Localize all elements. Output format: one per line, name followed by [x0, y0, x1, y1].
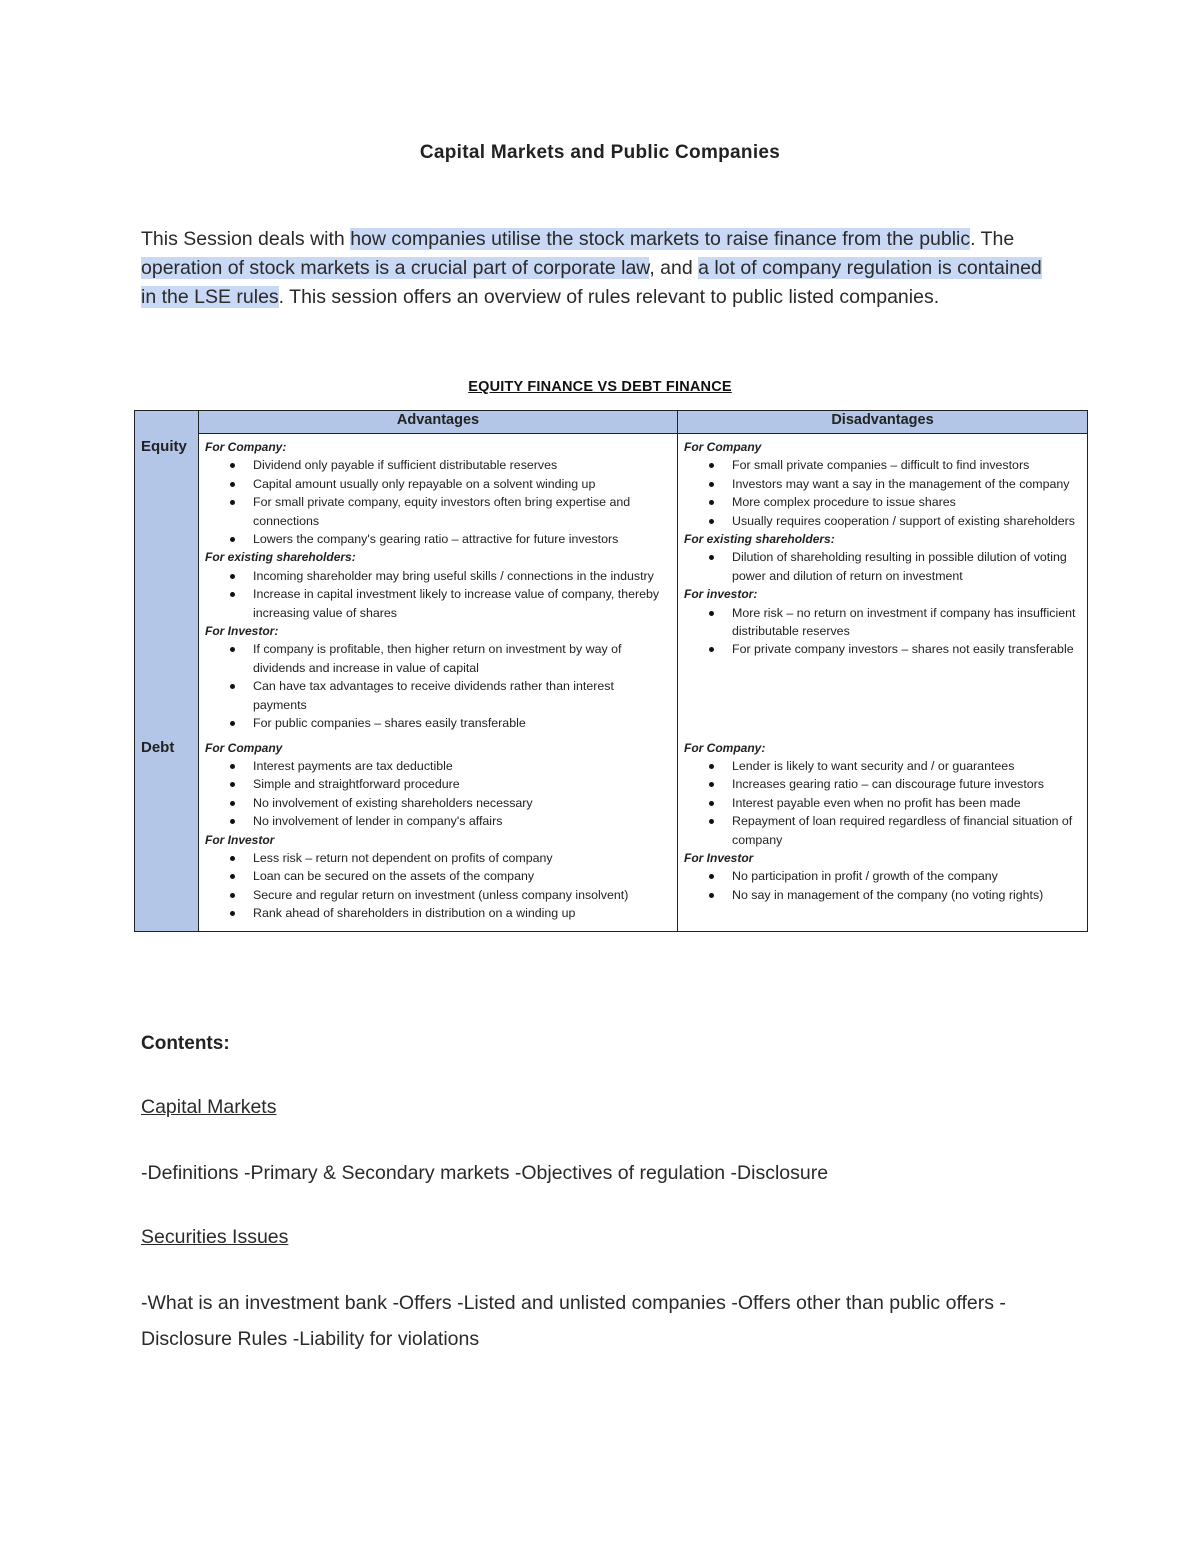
intro-text: , and — [649, 257, 699, 279]
bullet-list — [205, 567, 671, 622]
bullet-list — [684, 757, 1081, 849]
highlighted-text: how companies utilise the stock markets to raise finance from the public — [350, 228, 971, 250]
list-item: No involvement of lender in company's affairs — [253, 812, 671, 830]
group-heading: For Company: — [684, 740, 766, 755]
group-heading: For investor: — [684, 587, 758, 602]
list-item: More risk – no return on investment if company has insufficient distributable reserves — [732, 604, 1081, 641]
page-title: Capital Markets and Public Companies — [419, 142, 781, 163]
table-row-equity — [135, 434, 1088, 735]
list-item: Lender is likely to want security and / or guarantees — [732, 757, 1081, 775]
highlighted-text: operation of stock markets is a crucial part of corporate law — [141, 257, 650, 279]
group-heading: For existing shareholders: — [205, 550, 356, 565]
list-item: Increases gearing ratio – can discourage future investors — [732, 775, 1081, 793]
list-item: For small private company, equity investors often bring expertise and connections — [253, 493, 671, 530]
equity-advantages-cell — [199, 434, 678, 735]
group-heading: For Company — [684, 440, 762, 454]
list-item: Dilution of shareholding resulting in possible dilution of voting power and dilution of return on investment — [732, 548, 1081, 585]
bullet-list — [684, 456, 1081, 530]
list-item: No participation in profit / growth of the company — [732, 867, 1081, 885]
table-header-row — [135, 411, 1088, 434]
list-item: No say in management of the company (no voting rights) — [732, 886, 1081, 904]
intro-text: . This session offers an overview of rules relevant to public listed companies. — [278, 286, 940, 308]
section-heading-securities-issues: Securities Issues — [141, 1226, 289, 1248]
group-heading: For Company — [205, 740, 283, 755]
list-item: Investors may want a say in the management of the company — [732, 475, 1081, 493]
highlighted-text: a lot of company regulation is contained in the LSE rules — [141, 257, 1042, 308]
group-heading: For Investor: — [205, 624, 279, 639]
row-label-debt: Debt — [135, 735, 199, 932]
bullet-list — [205, 456, 671, 548]
list-item: Repayment of loan required regardless of financial situation of company — [732, 812, 1081, 849]
list-item: Interest payable even when no profit has been made — [732, 794, 1081, 812]
list-item: Rank ahead of shareholders in distribution on a winding up — [253, 904, 671, 922]
group-heading: For Company: — [205, 440, 287, 454]
intro-text: . The — [970, 228, 1015, 250]
table-title: EQUITY FINANCE VS DEBT FINANCE — [468, 379, 732, 395]
list-item: Lowers the company's gearing ratio – attractive for future investors — [253, 530, 671, 548]
list-item: For private company investors – shares not easily transferable — [732, 640, 1081, 658]
contents-label: Contents: — [141, 1033, 230, 1054]
list-item: Secure and regular return on investment (unless company insolvent) — [253, 886, 671, 904]
list-item: No involvement of existing shareholders necessary — [253, 794, 671, 812]
list-item: Increase in capital investment likely to increase value of company, thereby increasing value of shares — [253, 585, 671, 622]
list-item: Simple and straightforward procedure — [253, 775, 671, 793]
bullet-list — [205, 849, 671, 923]
list-item: Capital amount usually only repayable on a solvent winding up — [253, 475, 671, 493]
group-heading: For existing shareholders: — [684, 532, 835, 547]
list-item: Dividend only payable if sufficient distributable reserves — [253, 456, 671, 474]
advantages-header: Advantages — [199, 411, 678, 434]
bullet-list — [205, 640, 671, 732]
section-text-securities-issues: -What is an investment bank -Offers -Listed and unlisted companies -Offers other than public offers -Disclosure Rules -Liability for violations — [141, 1292, 1006, 1350]
list-item: If company is profitable, then higher return on investment by way of dividends and increase in value of capital — [253, 640, 671, 677]
table-row-debt — [135, 735, 1088, 932]
row-label-equity: Equity — [135, 434, 199, 735]
list-item: Incoming shareholder may bring useful skills / connections in the industry — [253, 567, 671, 585]
intro-text: This Session deals with — [141, 228, 351, 250]
list-item: For public companies – shares easily transferable — [253, 714, 671, 732]
list-item: Loan can be secured on the assets of the company — [253, 867, 671, 885]
list-item: Usually requires cooperation / support of existing shareholders — [732, 512, 1081, 530]
group-heading: For Investor — [684, 850, 754, 865]
bullet-list — [684, 867, 1081, 904]
list-item: Less risk – return not dependent on profits of company — [253, 849, 671, 867]
section-heading-capital-markets: Capital Markets — [141, 1096, 277, 1118]
intro-paragraph — [141, 225, 1061, 312]
equity-disadvantages-cell — [678, 434, 1088, 735]
bullet-list — [684, 548, 1081, 585]
group-heading: For Investor — [205, 832, 275, 847]
list-item: Can have tax advantages to receive dividends rather than interest payments — [253, 677, 671, 714]
bullet-list — [684, 604, 1081, 659]
bullet-list — [205, 757, 671, 831]
table-corner-cell — [135, 411, 199, 434]
disadvantages-header: Disadvantages — [678, 411, 1088, 434]
debt-advantages-cell — [199, 735, 678, 932]
list-item: Interest payments are tax deductible — [253, 757, 671, 775]
section-text-capital-markets: -Definitions -Primary & Secondary markets -Objectives of regulation -Disclosure — [141, 1162, 829, 1184]
list-item: More complex procedure to issue shares — [732, 493, 1081, 511]
debt-disadvantages-cell — [678, 735, 1088, 932]
list-item: For small private companies – difficult to find investors — [732, 456, 1081, 474]
finance-comparison-table — [134, 410, 1088, 932]
